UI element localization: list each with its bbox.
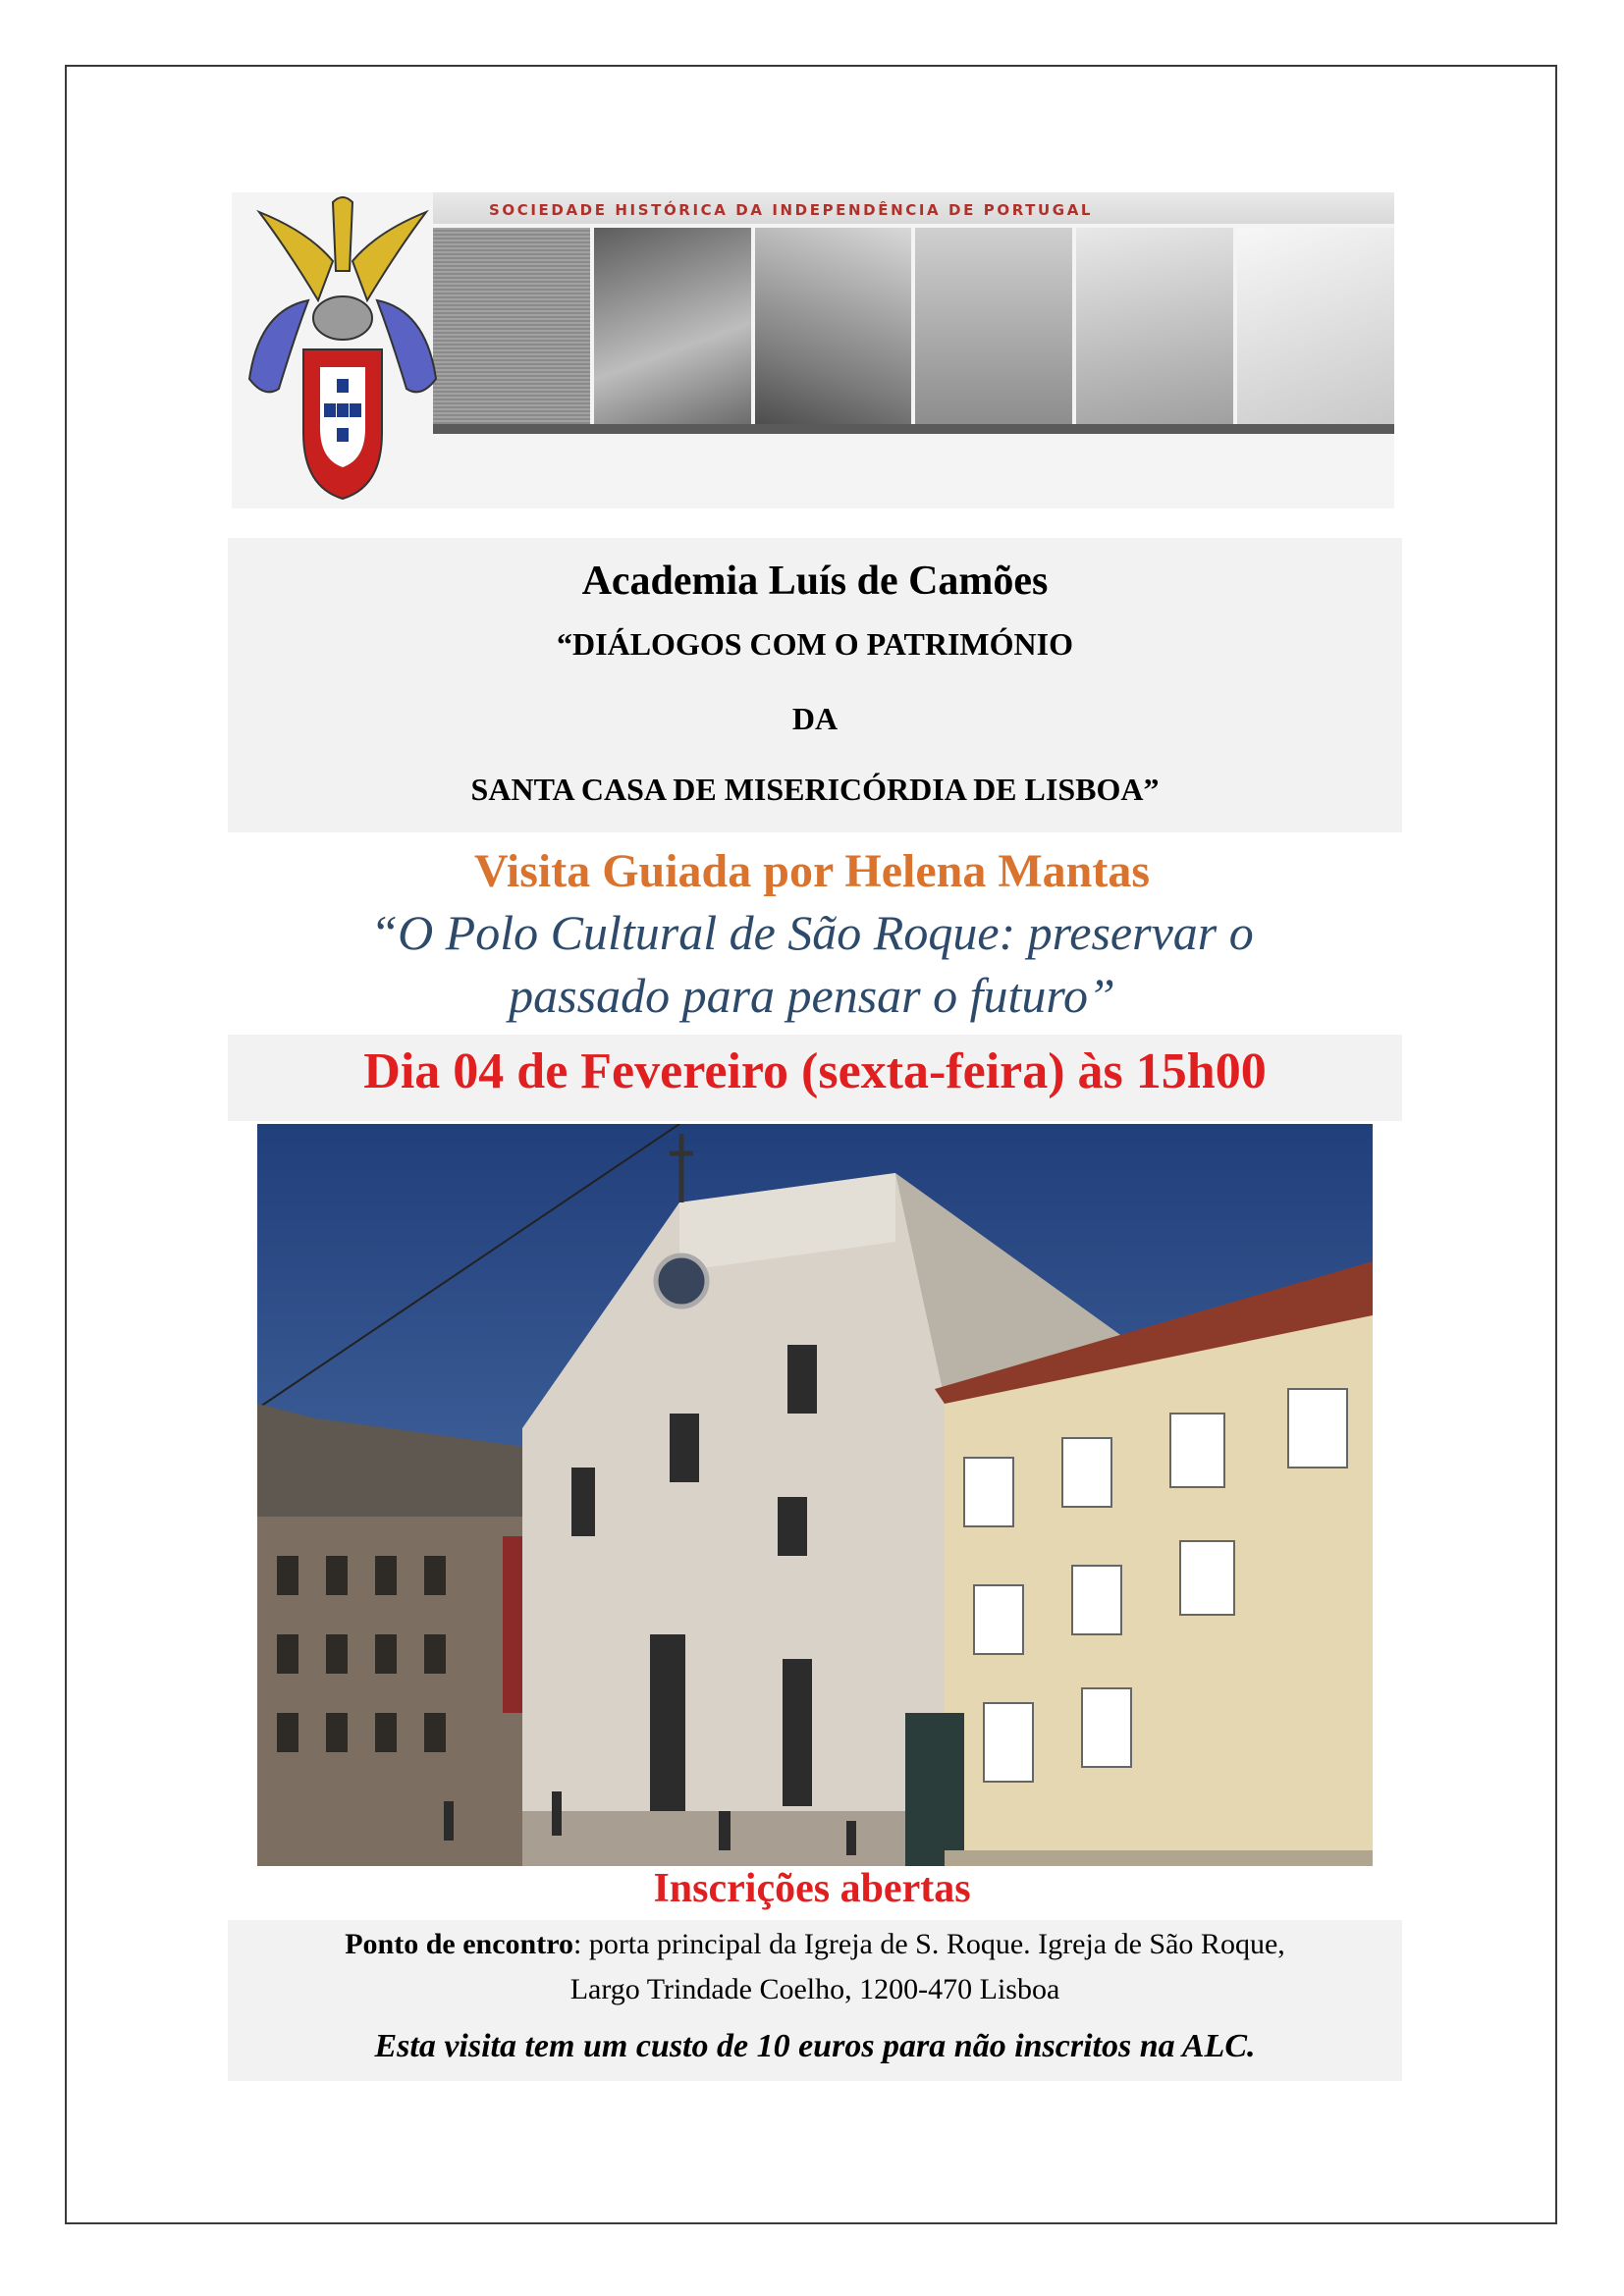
banner-photo [1237, 228, 1394, 424]
banner-photo [433, 228, 590, 424]
series-title-line-1: “DIÁLOGOS COM O PATRIMÓNIO [557, 626, 1073, 662]
date-box [228, 1035, 1402, 1121]
banner-title: SOCIEDADE HISTÓRICA DA INDEPENDÊNCIA DE PORTUGAL [489, 201, 1094, 219]
meeting-point [228, 1922, 1402, 2012]
series-title-line-2: DA [791, 701, 839, 736]
banner-photo [755, 228, 912, 424]
meeting-info [228, 1920, 1402, 2081]
banner-band [433, 424, 1394, 434]
academia-title: Academia Luís de Camões [581, 559, 1049, 604]
series-title-line-3: SANTA CASA DE MISERICÓRDIA DE LISBOA” [470, 772, 1160, 807]
banner-photo [1076, 228, 1233, 424]
coat-of-arms-dragon-icon [240, 192, 446, 508]
academia-header [228, 538, 1402, 832]
visit-title-line-1: “O Polo Cultural de São Roque: preservar o [370, 905, 1254, 960]
banner-photo [594, 228, 751, 424]
guide-heading: Visita Guiada por Helena Mantas [473, 845, 1151, 897]
meeting-point-text: : porta principal da Igreja de S. Roque. Igreja de São Roque, [572, 1928, 1285, 1960]
visit-cost: Esta visita tem um custo de 10 euros para não inscritos na ALC. [374, 2028, 1256, 2064]
registration-open: Inscrições abertas [653, 1866, 971, 1911]
banner-photo-strip [433, 228, 1394, 424]
church-photo [257, 1124, 1373, 1866]
banner-photo [915, 228, 1072, 424]
society-banner [232, 192, 1394, 508]
visit-date: Dia 04 de Fevereiro (sexta-feira) às 15h00 [363, 1043, 1267, 1099]
meeting-point-line-1 [228, 1922, 1402, 1967]
visit-title-line-2: passado para pensar o futuro” [509, 968, 1115, 1023]
visit-title [0, 901, 1624, 1027]
meeting-point-address: Largo Trindade Coelho, 1200-470 Lisboa [569, 1973, 1060, 2005]
meeting-point-label: Ponto de encontro [345, 1928, 573, 1960]
